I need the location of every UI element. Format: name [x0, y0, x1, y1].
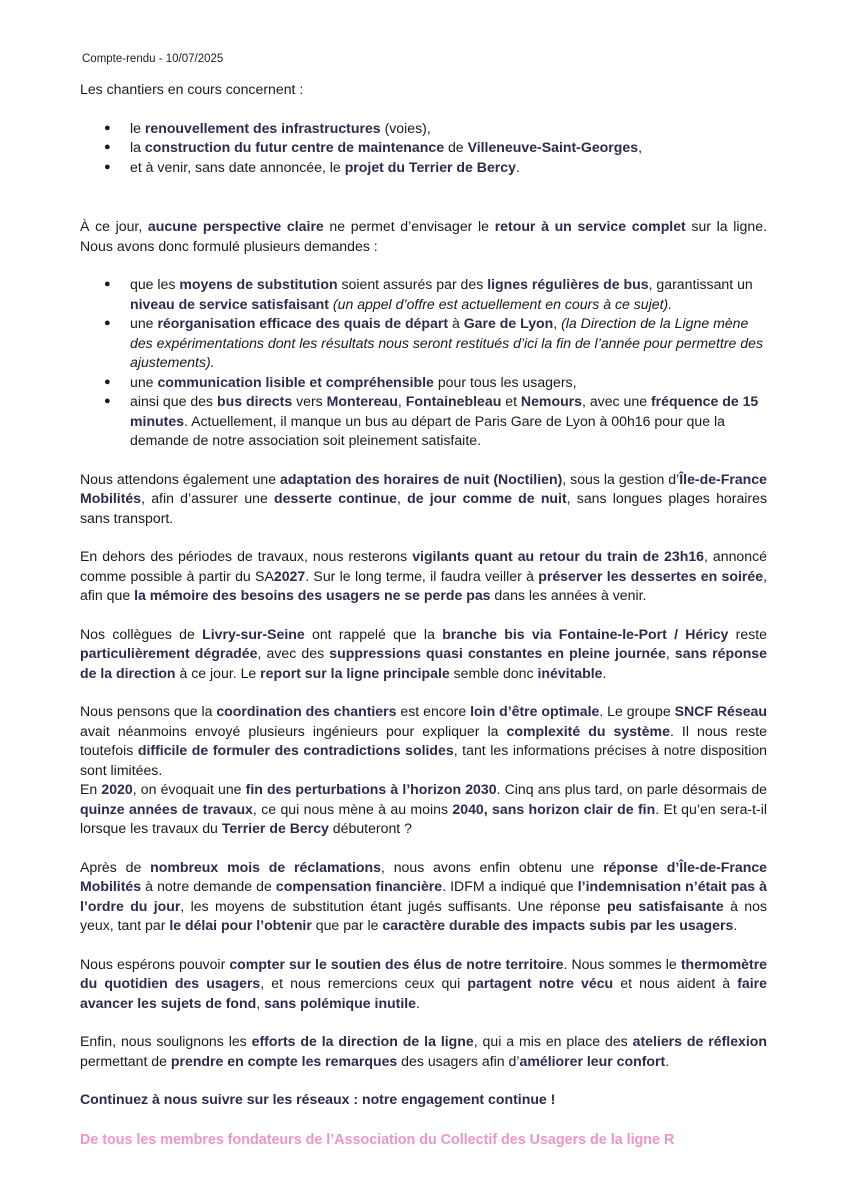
bullet-icon: ● [104, 160, 111, 173]
bullet-icon: ● [104, 317, 111, 329]
list-item: ● la construction du futur centre de maintenance de Villeneuve-Saint-Georges, [80, 138, 767, 158]
paragraph-coordination: Nous pensons que la coordination des chantiers est encore loin d’être optimale. Le groupe SNCF Réseau avait néanmoins envoyé plusieurs ingénieurs pour expliquer la complexité du système. Il nous reste toutefois difficile de formuler des contradictions solides, tant les informations précises à notre disposition sont limitées. [80, 703, 768, 778]
demands-list [80, 275, 767, 451]
list-item: ● ainsi que des bus directs vers Montereau, Fontainebleau et Nemours, avec une fréquence de 15 minutes. Actuellement, il manque un bus au départ de Paris Gare de Lyon à 00h16 pour que la demande de notre association soit pleinement satisfaite. [104, 393, 759, 448]
paragraph-elected-officials: Nous espérons pouvoir compter sur le soutien des élus de notre territoire. Nous sommes le thermomètre du quotidien des usagers, et nous remercions ceux qui partagent notre vécu et nous aident à faire avancer les sujets de fond, sans polémique inutile. [80, 955, 768, 1011]
paragraph-compensation: Après de nombreux mois de réclamations, nous avons enfin obtenu une réponse d’Île-de-France Mobilités à notre demande de compensation financière. IDFM a indiqué que l’indemnisation n’était pas à l’ordre du jour, les moyens de substitution étant jugés suffisants. Une réponse peu satisfaisante à nos yeux, tant par le délai pour l’obtenir que par le caractère durable des impacts subis par les usagers. [80, 858, 768, 933]
paragraph-timeline: En 2020, on évoquait une fin des perturbations à l’horizon 2030. Cinq ans plus tard, on parle désormais de quinze années de travaux, ce qui nous mène à au moins 2040, sans horizon clair de fin. Et qu’en sera-t-il lorsque les travaux du Terrier de Bercy débuteront ? [80, 781, 767, 836]
document-body [80, 80, 767, 1150]
paragraph-perspective: À ce jour, aucune perspective claire ne permet d’envisager le retour à un service complet sur la ligne. Nous avons donc formulé plusieurs demandes : [80, 218, 767, 254]
list-item: ● une réorganisation efficace des quais de départ à Gare de Lyon, (la Direction de la Ligne mène des expérimentations dont les résultats nous seront restitués d’ici la fin de l’année pour permettre des ajustements). [104, 315, 764, 370]
list-item: ● et à venir, sans date annoncée, le projet du Terrier de Bercy. [80, 158, 767, 178]
list-item: ● que les moyens de substitution soient assurés par des lignes régulières de bus, garantissant un niveau de service satisfaisant (un appel d’offre est actuellement en cours à ce sujet). [104, 276, 753, 312]
worksites-list [80, 119, 767, 178]
paragraph-evening-train: En dehors des périodes de travaux, nous resterons vigilants quant au retour du train de 23h16, annoncé comme possible à partir du SA2027. Sur le long terme, il faudra veiller à préserver les dessertes en soirée, afin que la mémoire des besoins des usagers ne se perde pas dans les années à venir. [80, 548, 767, 603]
bullet-icon: ● [104, 141, 111, 153]
paragraph-branch-line: Nos collègues de Livry-sur-Seine ont rappelé que la branche bis via Fontaine-le-Port / Héricy reste particulièrement dégradée, avec des suppressions quasi constantes en pleine journée, sans réponse de la direction à ce jour. Le report sur la ligne principale semble donc inévitable. [80, 625, 768, 681]
signature-line: De tous les membres fondateurs de l’Association du Collectif des Usagers de la ligne R [80, 1131, 675, 1148]
bullet-icon: ● [104, 121, 111, 134]
bullet-icon: ● [104, 375, 111, 388]
document-header: Compte-rendu - 10/07/2025 [82, 53, 224, 65]
closing-statement: Continuez à nous suivre sur les réseaux : notre engagement continue ! [80, 1091, 556, 1107]
bullet-icon: ● [104, 278, 111, 290]
bullet-icon: ● [104, 395, 111, 407]
list-item: ● le renouvellement des infrastructures (voies), [80, 119, 767, 139]
intro-paragraph: Les chantiers en cours concernent : [80, 81, 304, 97]
paragraph-direction-efforts: Enfin, nous soulignons les efforts de la direction de la ligne, qui a mis en place des ateliers de réflexion permettant de prendre en compte les remarques des usagers afin d’améliorer leur confort. [80, 1033, 768, 1069]
list-item: ● une communication lisible et compréhensible pour tous les usagers, [80, 373, 767, 393]
paragraph-night-schedules: Nous attendons également une adaptation des horaires de nuit (Noctilien), sous la gestion d’Île-de-France Mobilités, afin d’assurer une desserte continue, de jour comme de nuit, sans longues plages horaires sans transport. [80, 470, 767, 526]
